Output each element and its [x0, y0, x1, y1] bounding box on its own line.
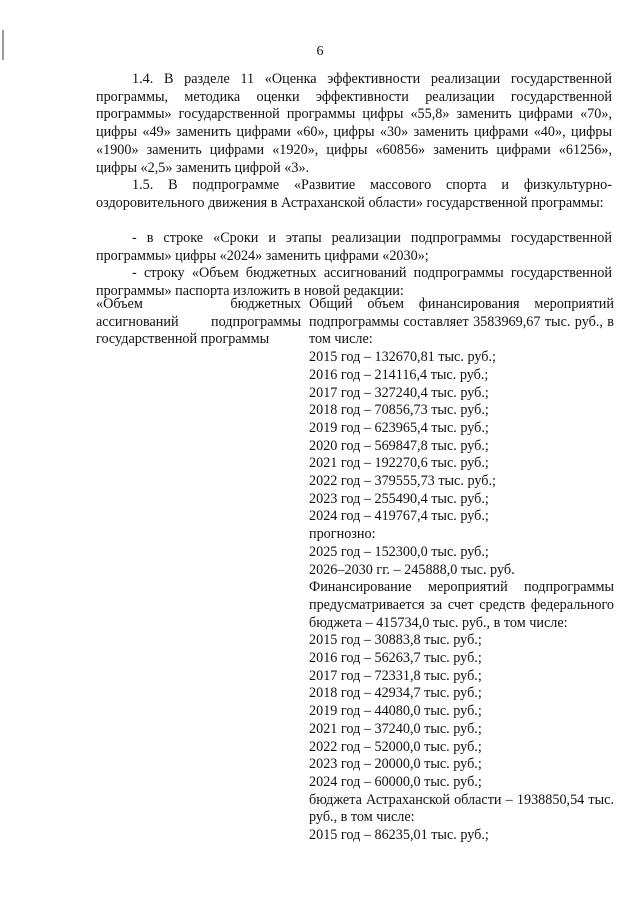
paragraph-terms-change: - в строке «Сроки и этапы реализации подпрограммы государственной программы» цифры «2024» заменить цифрами «2030»; — [96, 230, 612, 264]
federal-years-list — [309, 632, 614, 791]
federal-year-item: 2024 год – 60000,0 тыс. руб.; — [309, 773, 482, 790]
budget-row-content — [309, 296, 614, 845]
total-year-item: 2017 год – 327240,4 тыс. руб.; — [309, 384, 489, 401]
total-year-item: 2018 год – 70856,73 тыс. руб.; — [309, 402, 489, 419]
regional-years-list — [309, 827, 614, 845]
federal-year-item: 2015 год – 30883,8 тыс. руб.; — [309, 632, 482, 649]
total-year-item: 2021 год – 192270,6 тыс. руб.; — [309, 455, 489, 472]
forecast-years-list — [309, 544, 614, 579]
federal-year-item: 2016 год – 56263,7 тыс. руб.; — [309, 650, 482, 667]
regional-year-item: 2015 год – 86235,01 тыс. руб.; — [309, 827, 489, 844]
total-year-item: 2020 год – 569847,8 тыс. руб.; — [309, 437, 489, 454]
total-year-item: 2024 год – 419767,4 тыс. руб.; — [309, 508, 489, 525]
federal-year-item: 2017 год – 72331,8 тыс. руб.; — [309, 667, 482, 684]
forecast-year-item: 2025 год – 152300,0 тыс. руб.; — [309, 543, 489, 560]
total-year-item: 2015 год – 132670,81 тыс. руб.; — [309, 349, 496, 366]
total-year-item: 2019 год – 623965,4 тыс. руб.; — [309, 419, 489, 436]
federal-budget-text: Финансирование мероприятий подпрограммы предусматривается за счет средств федерального бюджета – 415734,0 тыс. руб., в том числе: — [309, 579, 614, 631]
forecast-label: прогнозно: — [309, 526, 376, 543]
total-year-item: 2023 год – 255490,4 тыс. руб.; — [309, 490, 489, 507]
total-years-list — [309, 349, 614, 526]
total-year-item: 2022 год – 379555,73 тыс. руб.; — [309, 473, 496, 490]
paragraph-1-4: 1.4. В разделе 11 «Оценка эффективности реализации государственной программы, методика оценки эффективности реализации государственной программы» государственной программы цифры «55,8» заменить цифрами «70», цифры «49» заменить цифрами «60», цифры «30» заменить цифрами «40», цифры «1900» заменить цифрами «1920», цифры «60856» заменить цифрами «61256», цифры «2,5» заменить цифрой «3». — [96, 71, 612, 176]
paragraph-1-5: 1.5. В подпрограмме «Развитие массового спорта и физкультурно-оздоровительного движения в Астраханской области» государственной программы: — [96, 177, 612, 211]
forecast-year-item: 2026–2030 гг. – 245888,0 тыс. руб. — [309, 561, 515, 578]
federal-year-item: 2023 год – 20000,0 тыс. руб.; — [309, 756, 482, 773]
total-year-item: 2016 год – 214116,4 тыс. руб.; — [309, 366, 489, 383]
federal-year-item: 2018 год – 42934,7 тыс. руб.; — [309, 685, 482, 702]
federal-year-item: 2022 год – 52000,0 тыс. руб.; — [309, 738, 482, 755]
total-financing-text: Общий объем финансирования мероприятий подпрограммы составляет 3583969,67 тыс. руб., в том числе: — [309, 296, 614, 348]
federal-year-item: 2021 год – 37240,0 тыс. руб.; — [309, 720, 482, 737]
budget-row-label: «Объем бюджетных ассигнований подпрограммы государственной программы — [96, 296, 301, 348]
paragraph-budget-row-change: - строку «Объем бюджетных ассигнований подпрограммы государственной программы» паспорта изложить в новой редакции: — [96, 265, 612, 299]
page-number: 6 — [316, 44, 324, 59]
regional-budget-text: бюджета Астраханской области – 1938850,54 тыс. руб., в том числе: — [309, 791, 614, 826]
federal-year-item: 2019 год – 44080,0 тыс. руб.; — [309, 703, 482, 720]
